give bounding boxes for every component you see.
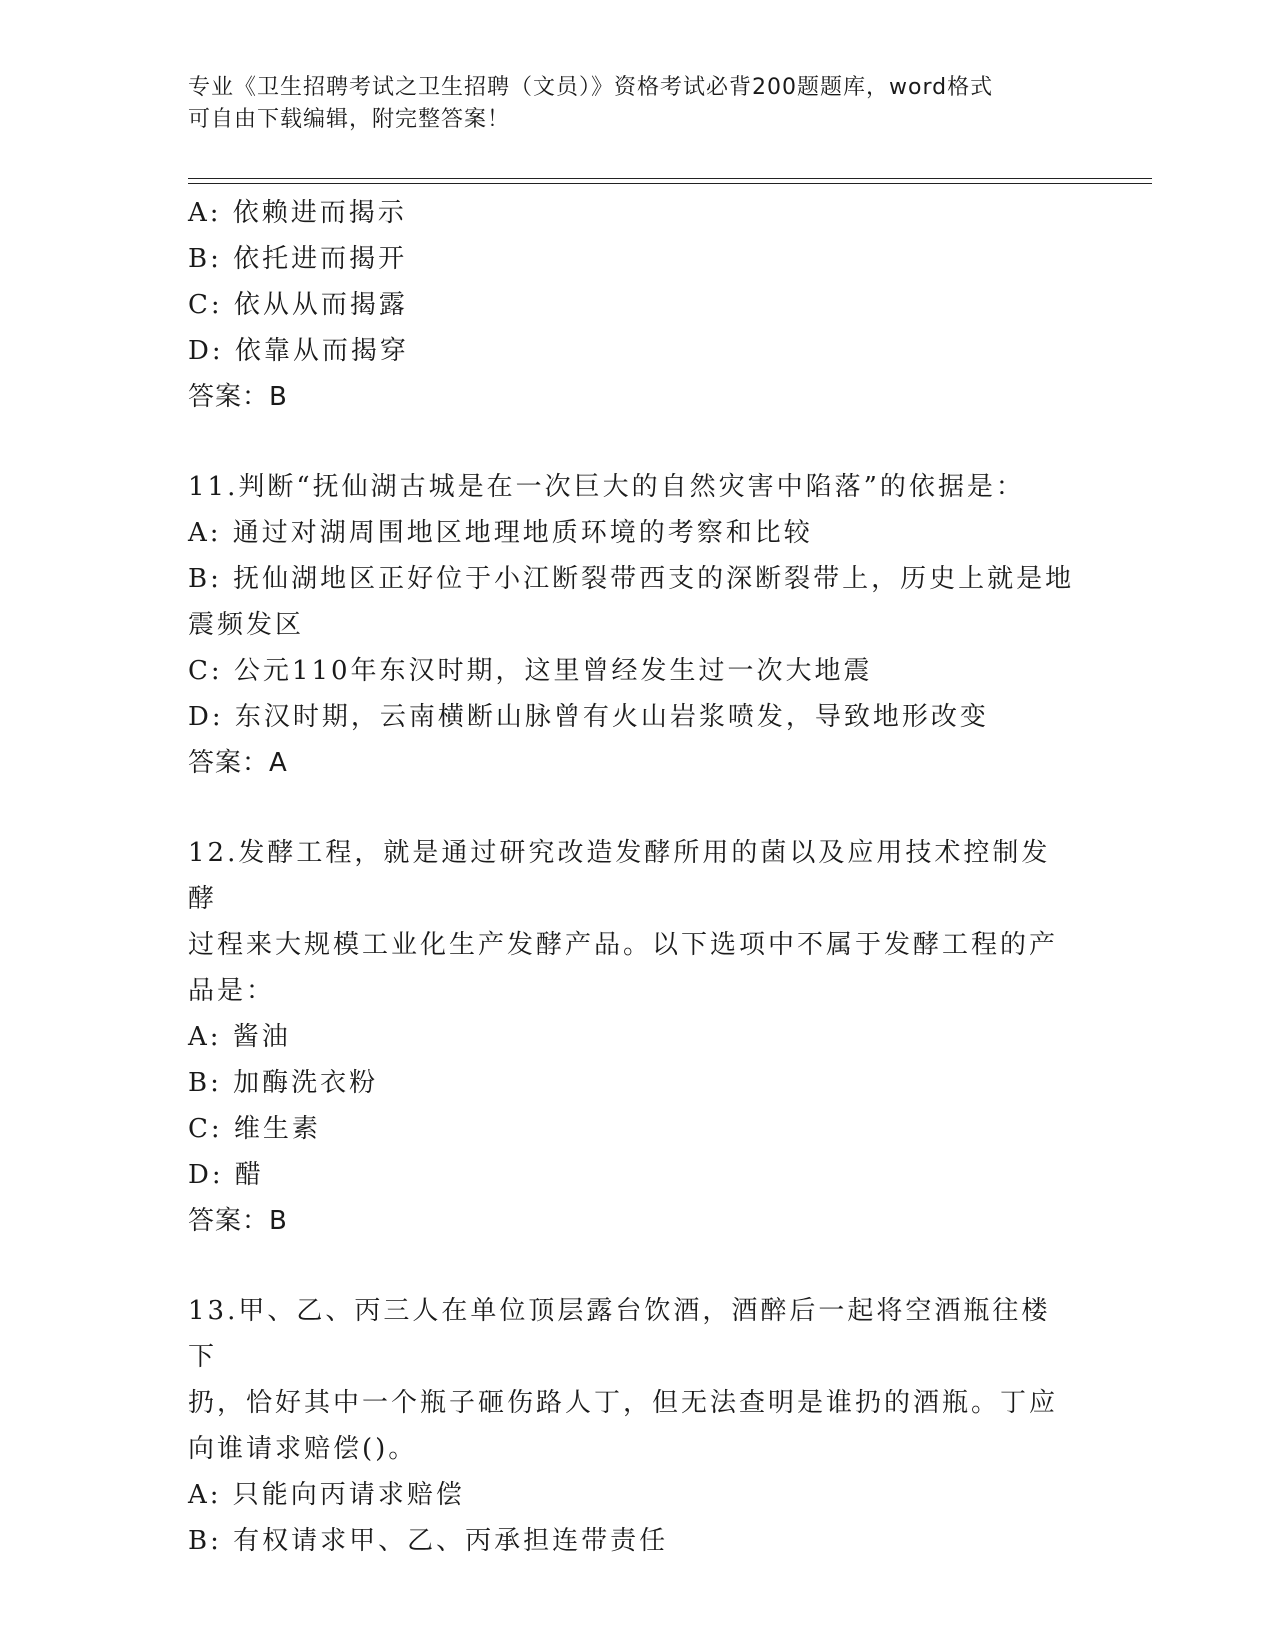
option-b-line-2: 震频发区 [188,610,305,640]
header-title-line-1: 专业《卫生招聘考试之卫生招聘（文员）》资格考试必背200题题库，word格式 [188,75,994,100]
question-stem-line-1: 13.甲、乙、丙三人在单位顶层露台饮酒，酒醉后一起将空酒瓶往楼下 [188,1296,1051,1372]
spacer [188,420,1078,464]
answer-line: 答案：A [188,748,288,778]
spacer [188,1244,1078,1288]
question-stem-line-1: 12.发酵工程，就是通过研究改造发酵所用的菌以及应用技术控制发酵 [188,838,1051,914]
header-rule-top [188,178,1152,179]
question-list [188,190,1078,1564]
option-a: A: 依赖进而揭示 [188,198,407,228]
option-a: A: 酱油 [188,1022,291,1052]
question-stem-line-3: 向谁请求赔偿()。 [188,1434,418,1464]
question-stem: 11.判断“抚仙湖古城是在一次巨大的自然灾害中陷落”的依据是： [188,472,1025,502]
option-b-line-1: B: 抚仙湖地区正好位于小江断裂带西支的深断裂带上，历史上就是地 [188,564,1075,594]
document-header [188,72,1078,136]
option-b: B: 加酶洗衣粉 [188,1068,379,1098]
header-title-line-2: 可自由下载编辑，附完整答案！ [188,107,511,132]
option-b: B: 依托进而揭开 [188,244,408,274]
question-stem-line-2: 扔，恰好其中一个瓶子砸伤路人丁，但无法查明是谁扔的酒瓶。丁应 [188,1388,1059,1418]
option-a: A: 只能向丙请求赔偿 [188,1480,465,1510]
answer-line: 答案：B [188,1206,288,1236]
option-c: C: 维生素 [188,1114,321,1144]
option-c: C: 公元110年东汉时期，这里曾经发生过一次大地震 [188,656,873,686]
question-13 [188,1288,1078,1564]
option-a: A: 通过对湖周围地区地理地质环境的考察和比较 [188,518,813,548]
question-stem-line-2: 过程来大规模工业化生产发酵产品。以下选项中不属于发酵工程的产 [188,930,1059,960]
option-b: B: 有权请求甲、乙、丙承担连带责任 [188,1526,669,1556]
option-d: D: 醋 [188,1160,264,1190]
header-rule-bottom [188,183,1152,184]
question-11 [188,464,1078,786]
question-10 [188,190,1078,420]
option-c: C: 依从从而揭露 [188,290,408,320]
option-d: D: 东汉时期，云南横断山脉曾有火山岩浆喷发，导致地形改变 [188,702,989,732]
question-12 [188,830,1078,1244]
answer-line: 答案：B [188,382,288,412]
spacer [188,786,1078,830]
option-d: D: 依靠从而揭穿 [188,336,409,366]
question-stem-line-3: 品是： [188,976,276,1006]
